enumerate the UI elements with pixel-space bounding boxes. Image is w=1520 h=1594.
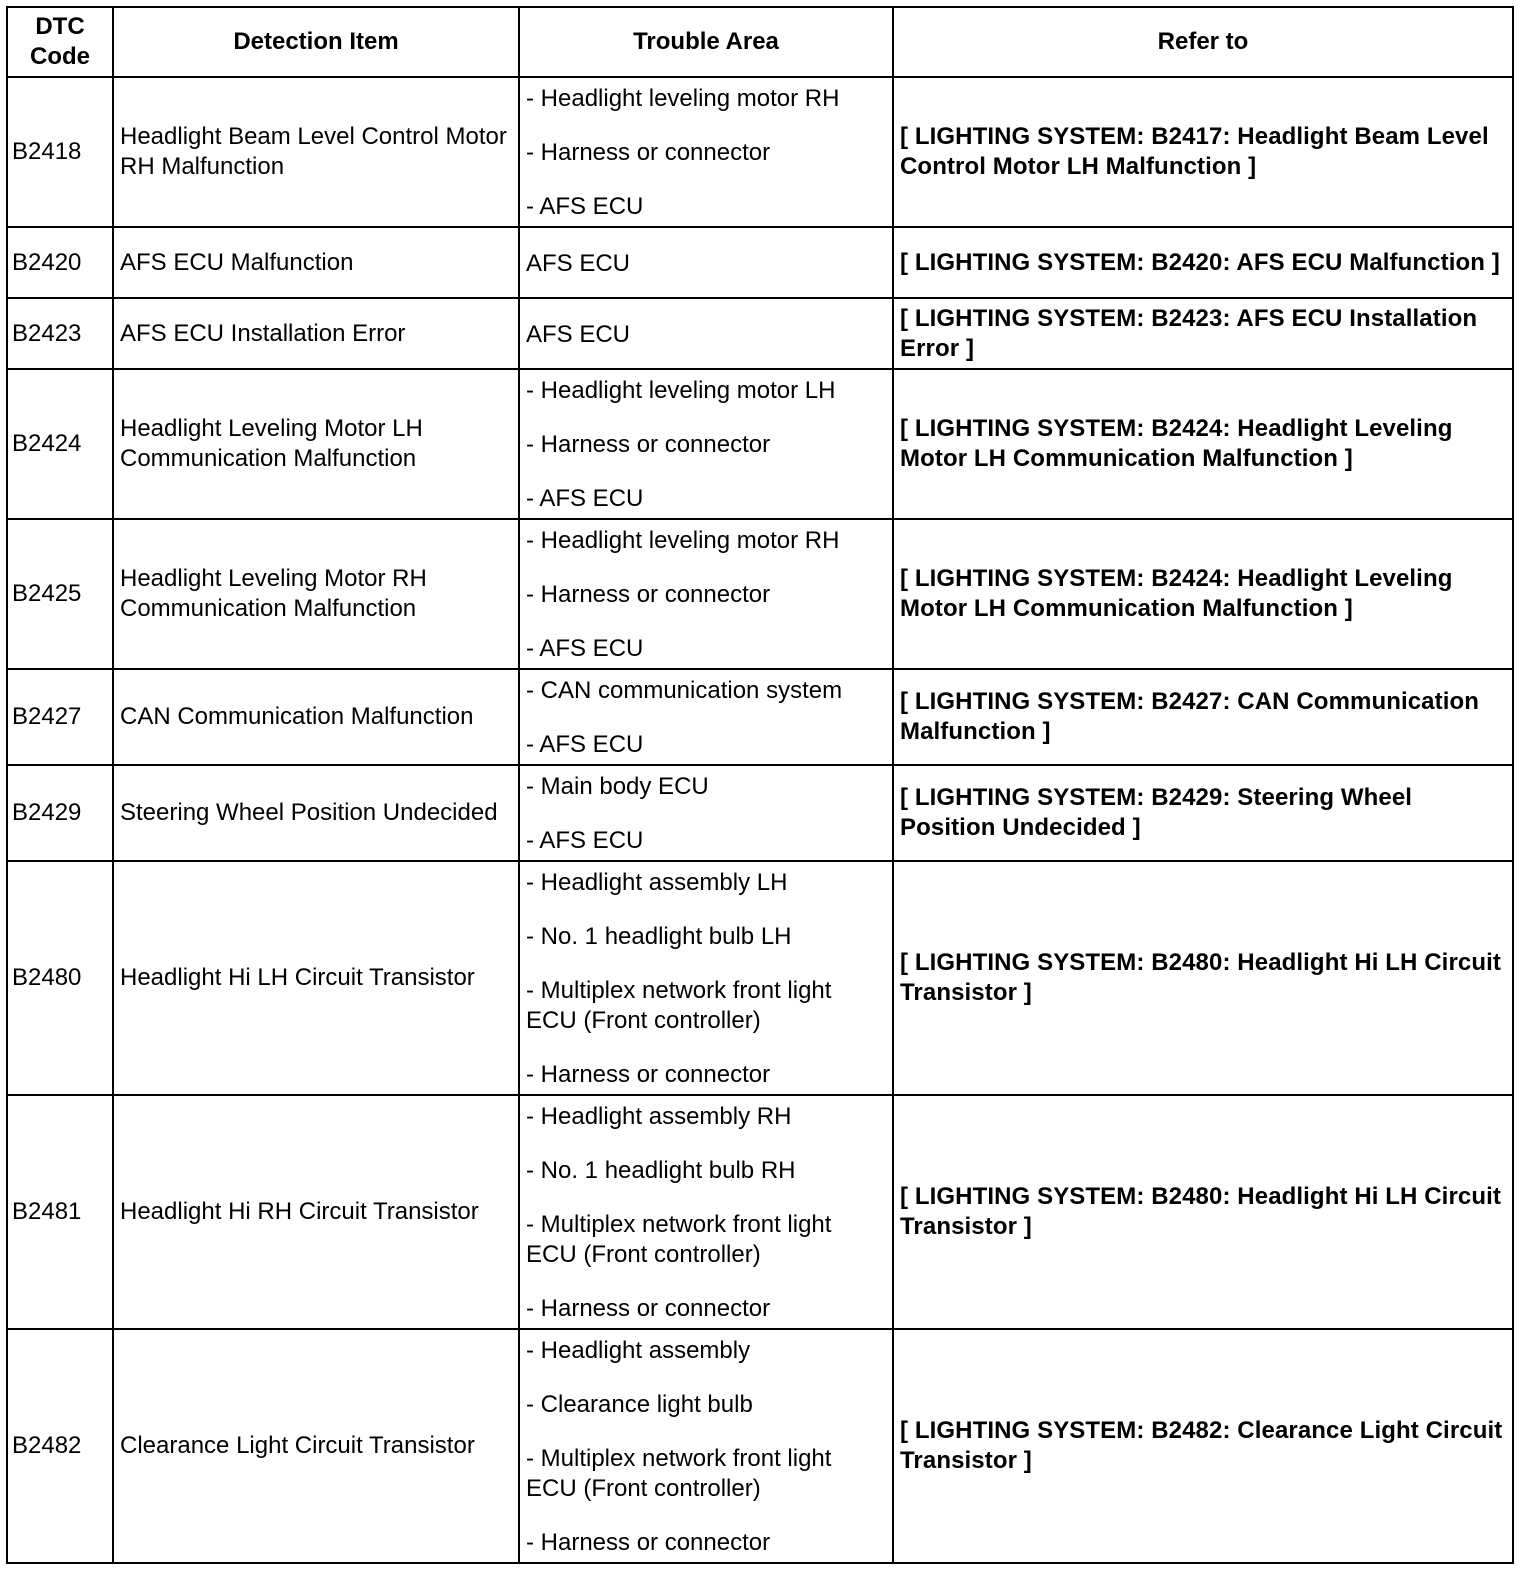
detection-item-cell: CAN Communication Malfunction <box>113 669 519 765</box>
refer-to-link[interactable]: [ LIGHTING SYSTEM: B2424: Headlight Leveling Motor LH Communication Malfunction ] <box>893 369 1513 519</box>
trouble-area-cell <box>519 227 893 298</box>
dtc-code-cell: B2420 <box>7 227 113 298</box>
trouble-area-list <box>526 320 886 350</box>
trouble-area-item: - AFS ECU <box>526 827 644 854</box>
trouble-area-item: - Headlight leveling motor RH <box>526 527 840 554</box>
dtc-code-cell: B2423 <box>7 298 113 369</box>
trouble-area-item: - Headlight assembly <box>526 1337 751 1364</box>
header-detection-item: Detection Item <box>113 7 519 77</box>
trouble-area-cell <box>519 1095 893 1329</box>
detection-item-cell: Headlight Leveling Motor LH Communication Malfunction <box>113 369 519 519</box>
trouble-area-item: AFS ECU <box>526 320 631 348</box>
trouble-area-cell <box>519 298 893 369</box>
trouble-area-item: - No. 1 headlight bulb LH <box>526 923 792 950</box>
refer-to-link[interactable]: [ LIGHTING SYSTEM: B2480: Headlight Hi LH Circuit Transistor ] <box>893 1095 1513 1329</box>
trouble-area-list <box>526 1102 886 1324</box>
trouble-area-item: - Multiplex network front light ECU (Front controller) <box>526 1211 832 1268</box>
dtc-code-cell: B2480 <box>7 861 113 1095</box>
refer-to-link[interactable]: [ LIGHTING SYSTEM: B2480: Headlight Hi LH Circuit Transistor ] <box>893 861 1513 1095</box>
table-row <box>7 369 1513 519</box>
trouble-area-item: - Harness or connector <box>526 1061 771 1088</box>
detection-item-cell: Headlight Hi RH Circuit Transistor <box>113 1095 519 1329</box>
detection-item-cell: Headlight Leveling Motor RH Communication Malfunction <box>113 519 519 669</box>
dtc-code-cell: B2425 <box>7 519 113 669</box>
trouble-area-item: - Headlight leveling motor LH <box>526 377 836 404</box>
refer-to-link[interactable]: [ LIGHTING SYSTEM: B2424: Headlight Leveling Motor LH Communication Malfunction ] <box>893 519 1513 669</box>
trouble-area-list <box>526 249 886 279</box>
dtc-code-cell: B2482 <box>7 1329 113 1563</box>
trouble-area-item: - Headlight assembly RH <box>526 1103 792 1130</box>
trouble-area-item: - No. 1 headlight bulb RH <box>526 1157 796 1184</box>
trouble-area-item: - Clearance light bulb <box>526 1391 753 1418</box>
table-row <box>7 519 1513 669</box>
detection-item-cell: Headlight Hi LH Circuit Transistor <box>113 861 519 1095</box>
trouble-area-cell <box>519 369 893 519</box>
trouble-area-list <box>526 84 886 222</box>
trouble-area-list <box>526 772 886 856</box>
table-header-row <box>7 7 1513 77</box>
trouble-area-cell <box>519 765 893 861</box>
table-row <box>7 1329 1513 1563</box>
trouble-area-item: - AFS ECU <box>526 193 644 220</box>
dtc-code-cell: B2418 <box>7 77 113 227</box>
refer-to-link[interactable]: [ LIGHTING SYSTEM: B2423: AFS ECU Installation Error ] <box>893 298 1513 369</box>
dtc-code-cell: B2424 <box>7 369 113 519</box>
trouble-area-item: AFS ECU <box>526 249 631 277</box>
table-row <box>7 227 1513 298</box>
detection-item-cell: Headlight Beam Level Control Motor RH Malfunction <box>113 77 519 227</box>
trouble-area-list <box>526 1336 886 1558</box>
header-dtc-code: DTC Code <box>7 7 113 77</box>
detection-item-cell: AFS ECU Installation Error <box>113 298 519 369</box>
refer-to-link[interactable]: [ LIGHTING SYSTEM: B2417: Headlight Beam Level Control Motor LH Malfunction ] <box>893 77 1513 227</box>
detection-item-cell: AFS ECU Malfunction <box>113 227 519 298</box>
trouble-area-item: - AFS ECU <box>526 485 644 512</box>
table-row <box>7 669 1513 765</box>
detection-item-cell: Steering Wheel Position Undecided <box>113 765 519 861</box>
trouble-area-cell <box>519 77 893 227</box>
trouble-area-item: - Multiplex network front light ECU (Front controller) <box>526 1445 832 1502</box>
trouble-area-item: - Harness or connector <box>526 1529 771 1556</box>
trouble-area-item: - Harness or connector <box>526 1295 771 1322</box>
table-body <box>7 77 1513 1563</box>
refer-to-link[interactable]: [ LIGHTING SYSTEM: B2427: CAN Communication Malfunction ] <box>893 669 1513 765</box>
refer-to-link[interactable]: [ LIGHTING SYSTEM: B2429: Steering Wheel Position Undecided ] <box>893 765 1513 861</box>
detection-item-cell: Clearance Light Circuit Transistor <box>113 1329 519 1563</box>
trouble-area-cell <box>519 519 893 669</box>
trouble-area-list <box>526 526 886 664</box>
trouble-area-item: - Harness or connector <box>526 581 771 608</box>
table-row <box>7 298 1513 369</box>
trouble-area-cell <box>519 861 893 1095</box>
table-row <box>7 765 1513 861</box>
trouble-area-cell <box>519 669 893 765</box>
table-row <box>7 861 1513 1095</box>
dtc-table-wrapper <box>6 6 1512 1564</box>
trouble-area-list <box>526 868 886 1090</box>
trouble-area-item: - Multiplex network front light ECU (Front controller) <box>526 977 832 1034</box>
header-trouble-area: Trouble Area <box>519 7 893 77</box>
dtc-code-cell: B2429 <box>7 765 113 861</box>
trouble-area-item: - CAN communication system <box>526 677 843 704</box>
trouble-area-item: - Headlight assembly LH <box>526 869 788 896</box>
trouble-area-list <box>526 376 886 514</box>
trouble-area-item: - Harness or connector <box>526 431 771 458</box>
trouble-area-item: - Harness or connector <box>526 139 771 166</box>
trouble-area-item: - Main body ECU <box>526 773 709 800</box>
dtc-table <box>6 6 1514 1564</box>
trouble-area-item: - AFS ECU <box>526 731 644 758</box>
dtc-code-cell: B2427 <box>7 669 113 765</box>
table-row <box>7 77 1513 227</box>
trouble-area-item: - AFS ECU <box>526 635 644 662</box>
trouble-area-list <box>526 676 886 760</box>
dtc-code-cell: B2481 <box>7 1095 113 1329</box>
refer-to-link[interactable]: [ LIGHTING SYSTEM: B2420: AFS ECU Malfunction ] <box>893 227 1513 298</box>
table-row <box>7 1095 1513 1329</box>
trouble-area-cell <box>519 1329 893 1563</box>
trouble-area-item: - Headlight leveling motor RH <box>526 85 840 112</box>
refer-to-link[interactable]: [ LIGHTING SYSTEM: B2482: Clearance Light Circuit Transistor ] <box>893 1329 1513 1563</box>
header-refer-to: Refer to <box>893 7 1513 77</box>
